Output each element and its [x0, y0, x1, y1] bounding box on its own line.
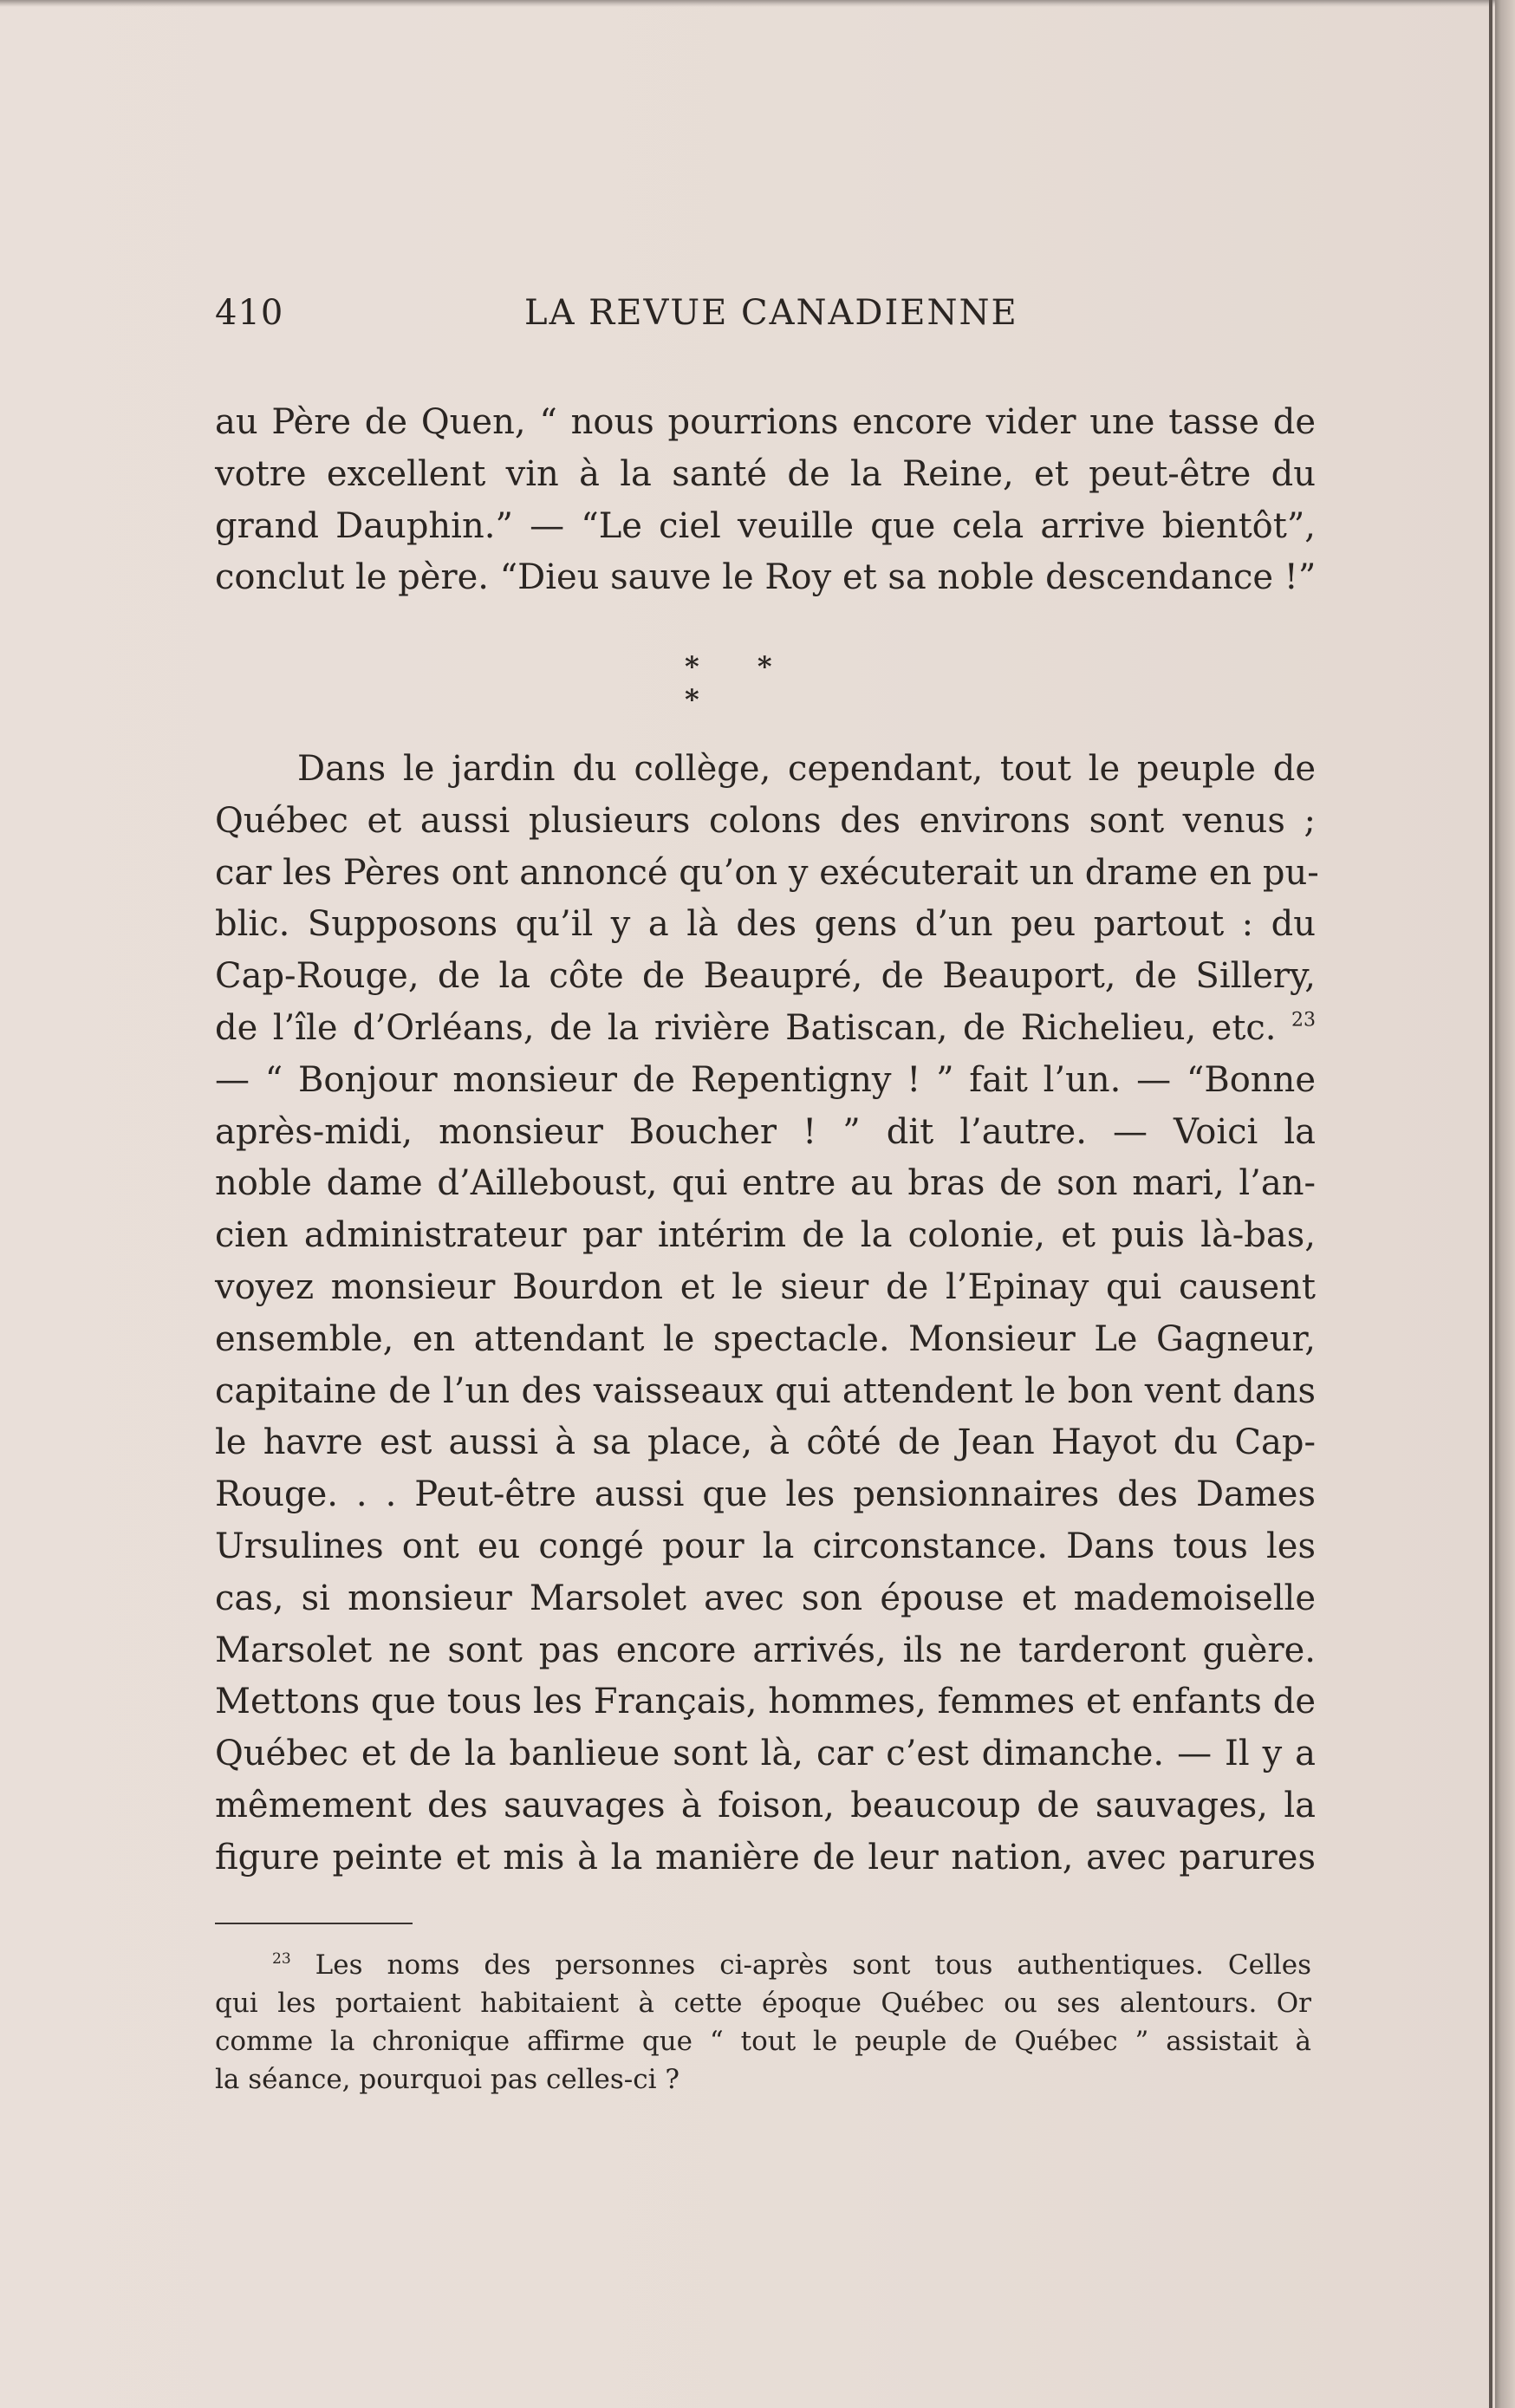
page-fold-line: [1489, 0, 1492, 2408]
footnote-divider: [215, 1923, 413, 1924]
text-line: capitaine de l’un des vaisseaux qui attendent le bon vent dans: [215, 1370, 1316, 1411]
page-top-edge: [0, 0, 1495, 7]
footnote-line: la séance, pourquoi pas celles-ci ?: [215, 2064, 680, 2095]
text-line: le havre est aussi à sa place, à côté de Jean Hayot du Cap-: [215, 1422, 1316, 1463]
section-separator: * * *: [685, 650, 797, 716]
running-head: [215, 293, 1316, 345]
text-line: Mettons que tous les Français, hommes, femmes et enfants de: [215, 1682, 1316, 1722]
footnote-marker: 23: [272, 1950, 291, 1969]
text-line: Dans le jardin du collège, cependant, tout le peuple de: [297, 749, 1316, 789]
text-line: car les Pères ont annoncé qu’on y exécuterait un drame en pu-: [215, 852, 1319, 893]
footnote-line-with-marker: [215, 1946, 1311, 1984]
footnote-line-content: Les noms des personnes ci-après sont tous authentiques. Celles: [315, 1949, 1311, 1981]
text-line-content: de l’île d’Orléans, de la rivière Batiscan, de Richelieu, etc.: [215, 1007, 1277, 1048]
footnote-reference[interactable]: 23: [1291, 1009, 1317, 1032]
text-line: Québec et de la banlieue sont là, car c’est dimanche. — Il y a: [215, 1734, 1316, 1774]
footnote-line: qui les portaient habitaient à cette époque Québec ou ses alentours. Or: [215, 1988, 1311, 2019]
text-line: mêmement des sauvages à foison, beaucoup de sauvages, la: [215, 1785, 1316, 1826]
text-line: Rouge. . . Peut-être aussi que les pensionnaires des Dames: [215, 1474, 1316, 1515]
text-line: grand Dauphin.” — “Le ciel veuille que cela arrive bientôt”,: [215, 505, 1316, 546]
text-line: cien administrateur par intérim de la colonie, et puis là-bas,: [215, 1215, 1316, 1256]
paragraph-2: [215, 744, 1319, 1884]
text-line: noble dame d’Ailleboust, qui entre au bras de son mari, l’an-: [215, 1163, 1316, 1204]
text-line: conclut le père. “Dieu sauve le Roy et sa noble descendance !”: [215, 557, 1317, 598]
text-line: ensemble, en attendant le spectacle. Monsieur Le Gagneur,: [215, 1318, 1316, 1359]
paragraph-1: [215, 397, 1316, 604]
text-line: Marsolet ne sont pas encore arrivés, ils ne tarderont guère.: [215, 1630, 1316, 1670]
text-line: figure peinte et mis à la manière de leur nation, avec parures: [215, 1837, 1316, 1878]
text-line: Ursulines ont eu congé pour la circonstance. Dans tous les: [215, 1526, 1316, 1566]
text-line: cas, si monsieur Marsolet avec son épouse et mademoiselle: [215, 1578, 1316, 1618]
text-line: — “ Bonjour monsieur de Repentigny ! ” fait l’un. — “Bonne: [215, 1059, 1316, 1100]
text-line: blic. Supposons qu’il y a là des gens d’un peu partout : du: [215, 904, 1316, 945]
text-line: Cap-Rouge, de la côte de Beaupré, de Beauport, de Sillery,: [215, 956, 1316, 997]
text-line: après-midi, monsieur Boucher ! ” dit l’autre. — Voici la: [215, 1111, 1316, 1152]
journal-title: LA REVUE CANADIENNE: [524, 293, 1018, 333]
text-line: Québec et aussi plusieurs colons des environs sont venus ;: [215, 800, 1316, 841]
page-binding-edge: [1495, 0, 1515, 2408]
text-line: votre excellent vin à la santé de la Reine, et peut-être du: [215, 453, 1316, 494]
footnote-line: comme la chronique affirme que “ tout le peuple de Québec ” assistait à: [215, 2026, 1311, 2057]
footnote-23: [215, 1946, 1311, 2099]
text-line-with-footnote-ref: [215, 1003, 1316, 1055]
text-line: au Père de Quen, “ nous pourrions encore vider une tasse de: [215, 402, 1316, 442]
page-number: 410: [215, 293, 284, 333]
text-line: voyez monsieur Bourdon et le sieur de l’Epinay qui causent: [215, 1266, 1316, 1307]
